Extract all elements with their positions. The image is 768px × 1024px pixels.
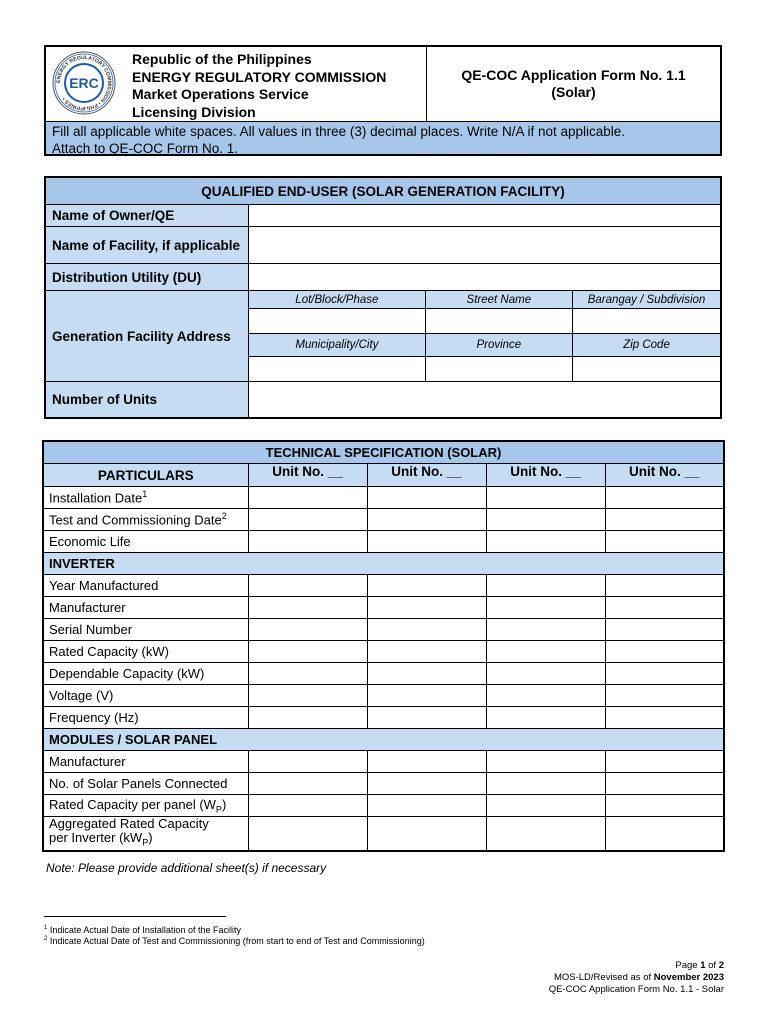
cell-field[interactable] xyxy=(605,575,724,597)
revision-date: MOS-LD/Revised as of November 2023 xyxy=(553,972,724,983)
cell-field[interactable] xyxy=(486,509,605,531)
du-field[interactable] xyxy=(249,264,721,291)
cell-field[interactable] xyxy=(605,663,724,685)
table-row xyxy=(43,575,724,597)
notice-line-1: Fill all applicable white spaces. All values in three (3) decimal places. Write N/A if not applicable. xyxy=(52,124,626,139)
dependable-capacity-label: Dependable Capacity (kW) xyxy=(43,663,248,685)
agency-block xyxy=(46,47,427,121)
cell-field[interactable] xyxy=(486,773,605,795)
rated-per-panel-label: Rated Capacity per panel $(W_P)$ xyxy=(43,795,248,817)
agency-line-2: ENERGY REGULATORY COMMISSION xyxy=(132,68,387,85)
table-row xyxy=(43,685,724,707)
form-title xyxy=(427,47,720,121)
cell-field[interactable] xyxy=(486,663,605,685)
cell-field[interactable] xyxy=(605,707,724,729)
cell-field[interactable] xyxy=(248,531,367,553)
cell-field[interactable] xyxy=(486,817,605,851)
zip-code-label: Zip Code xyxy=(573,334,721,357)
aggregated-capacity-label: Aggregated Rated Capacity per Inverter $(kW_P)$ xyxy=(43,817,248,851)
table-row xyxy=(43,663,724,685)
cell-field[interactable] xyxy=(605,597,724,619)
cell-field[interactable] xyxy=(367,685,486,707)
technical-specification-table xyxy=(42,440,725,852)
cell-field[interactable] xyxy=(486,795,605,817)
owner-field[interactable] xyxy=(249,205,721,227)
agency-line-4: Licensing Division xyxy=(132,103,256,120)
cell-field[interactable] xyxy=(486,641,605,663)
cell-field[interactable] xyxy=(367,751,486,773)
cell-field[interactable] xyxy=(248,509,367,531)
cell-field[interactable] xyxy=(367,597,486,619)
cell-field[interactable] xyxy=(248,795,367,817)
municipality-label: Municipality/City xyxy=(249,334,426,357)
table-row xyxy=(43,531,724,553)
cell-field[interactable] xyxy=(367,773,486,795)
agency-line-1: Republic of the Philippines xyxy=(132,51,312,67)
table-row xyxy=(43,641,724,663)
cell-field[interactable] xyxy=(605,795,724,817)
cell-field[interactable] xyxy=(367,817,486,851)
cell-field[interactable] xyxy=(367,619,486,641)
unit-header-2: Unit No. __ xyxy=(367,464,486,487)
particulars-header: PARTICULARS xyxy=(43,464,248,487)
province-label: Province xyxy=(425,334,572,357)
footnote-mark-2: 2 xyxy=(221,511,227,522)
module-manufacturer-label: Manufacturer xyxy=(43,751,248,773)
table-row xyxy=(43,817,724,851)
economic-life-label: Economic Life xyxy=(43,531,248,553)
cell-field[interactable] xyxy=(367,575,486,597)
voltage-label: Voltage (V) xyxy=(43,685,248,707)
cell-field[interactable] xyxy=(605,487,724,509)
cell-field[interactable] xyxy=(605,641,724,663)
facility-label: Name of Facility, if applicable xyxy=(45,227,249,264)
cell-field[interactable] xyxy=(486,751,605,773)
table-row xyxy=(43,707,724,729)
frequency-label: Frequency (Hz) xyxy=(43,707,248,729)
seal-ring-text: ENERGY REGULATORY COMMISSION • PHILIPPINES • xyxy=(55,54,113,112)
cell-field[interactable] xyxy=(367,531,486,553)
instructions-notice xyxy=(46,121,720,154)
form-title-line-2: (Solar) xyxy=(551,84,596,100)
lot-block-phase-field[interactable] xyxy=(249,309,426,334)
form-name-footer: QE-COC Application Form No. 1.1 - Solar xyxy=(548,984,724,995)
cell-field[interactable] xyxy=(248,575,367,597)
table-row xyxy=(43,487,724,509)
cell-field[interactable] xyxy=(367,707,486,729)
cell-field[interactable] xyxy=(367,795,486,817)
facility-field[interactable] xyxy=(249,227,721,264)
qe-table-title: QUALIFIED END-USER (SOLAR GENERATION FACILITY) xyxy=(45,177,721,205)
seal-text: ERC xyxy=(69,75,99,91)
cell-field[interactable] xyxy=(367,487,486,509)
footnote-1: $^1$ Indicate Actual Date of Installation of the Facility xyxy=(44,925,241,935)
cell-field[interactable] xyxy=(248,641,367,663)
cell-field[interactable] xyxy=(248,597,367,619)
modules-section-header: MODULES / SOLAR PANEL xyxy=(43,729,724,751)
barangay-label: Barangay / Subdivision xyxy=(573,291,721,309)
cell-field[interactable] xyxy=(486,619,605,641)
street-name-label: Street Name xyxy=(425,291,572,309)
footnote-2: $^2$ Indicate Actual Date of Test and Commissioning (from start to end of Test and Commissioning) xyxy=(44,936,425,946)
cell-field[interactable] xyxy=(486,597,605,619)
rated-capacity-label: Rated Capacity (kW) xyxy=(43,641,248,663)
installation-date-label: Installation Date$^1$ xyxy=(43,487,248,509)
cell-field[interactable] xyxy=(248,685,367,707)
cell-field[interactable] xyxy=(605,531,724,553)
agency-name xyxy=(132,51,386,121)
province-field[interactable] xyxy=(425,357,572,382)
street-name-field[interactable] xyxy=(425,309,572,334)
commissioning-date-label: Test and Commissioning Date$^2$ xyxy=(43,509,248,531)
cell-field[interactable] xyxy=(605,685,724,707)
notice-line-2: Attach to QE-COC Form No. 1. xyxy=(52,141,239,156)
table-row xyxy=(43,751,724,773)
panels-connected-label: No. of Solar Panels Connected xyxy=(43,773,248,795)
cell-field[interactable] xyxy=(605,817,724,851)
agency-line-3: Market Operations Service xyxy=(132,86,309,102)
cell-field[interactable] xyxy=(248,707,367,729)
year-manufactured-label: Year Manufactured xyxy=(43,575,248,597)
address-label: Generation Facility Address xyxy=(45,291,249,382)
cell-field[interactable] xyxy=(486,707,605,729)
unit-header-1: Unit No. __ xyxy=(248,464,367,487)
zip-code-field[interactable] xyxy=(573,357,721,382)
form-header xyxy=(44,45,722,156)
additional-sheets-note: Note: Please provide additional sheet(s) if necessary xyxy=(46,861,327,875)
cell-field[interactable] xyxy=(367,641,486,663)
inverter-manufacturer-label: Manufacturer xyxy=(43,597,248,619)
cell-field[interactable] xyxy=(248,619,367,641)
serial-number-label: Serial Number xyxy=(43,619,248,641)
cell-field[interactable] xyxy=(486,685,605,707)
form-title-line-1: QE-COC Application Form No. 1.1 xyxy=(461,67,686,83)
cell-field[interactable] xyxy=(367,509,486,531)
footnote-mark-1: 1 xyxy=(142,489,148,500)
barangay-field[interactable] xyxy=(573,309,721,334)
table-row xyxy=(43,773,724,795)
table-row xyxy=(43,795,724,817)
cell-field[interactable] xyxy=(248,663,367,685)
owner-label: Name of Owner/QE xyxy=(45,205,249,227)
unit-header-4: Unit No. __ xyxy=(605,464,724,487)
units-label: Number of Units xyxy=(45,382,249,418)
cell-field[interactable] xyxy=(605,619,724,641)
cell-field[interactable] xyxy=(486,487,605,509)
page-number: Page 1 of 2 xyxy=(675,960,724,971)
lot-block-phase-label: Lot/Block/Phase xyxy=(249,291,426,309)
footnote-divider xyxy=(44,916,226,917)
cell-field[interactable] xyxy=(367,663,486,685)
cell-field[interactable] xyxy=(248,817,367,851)
units-field[interactable] xyxy=(249,382,721,418)
table-row xyxy=(43,619,724,641)
cell-field[interactable] xyxy=(605,509,724,531)
table-row xyxy=(43,597,724,619)
tech-table-title: TECHNICAL SPECIFICATION (SOLAR) xyxy=(43,441,724,464)
erc-seal-icon xyxy=(52,51,116,115)
cell-field[interactable] xyxy=(248,773,367,795)
cell-field[interactable] xyxy=(248,751,367,773)
cell-field[interactable] xyxy=(248,487,367,509)
cell-field[interactable] xyxy=(486,531,605,553)
table-row xyxy=(43,509,724,531)
municipality-field[interactable] xyxy=(249,357,426,382)
cell-field[interactable] xyxy=(605,751,724,773)
inverter-section-header: INVERTER xyxy=(43,553,724,575)
cell-field[interactable] xyxy=(486,575,605,597)
qualified-end-user-table xyxy=(44,176,722,419)
unit-header-3: Unit No. __ xyxy=(486,464,605,487)
du-label: Distribution Utility (DU) xyxy=(45,264,249,291)
cell-field[interactable] xyxy=(605,773,724,795)
